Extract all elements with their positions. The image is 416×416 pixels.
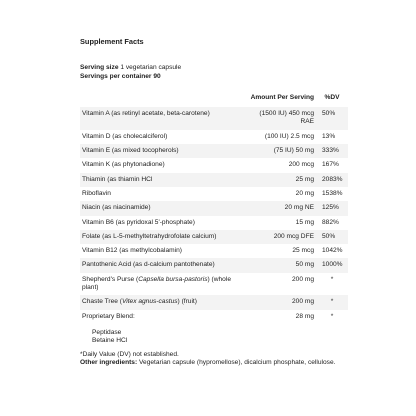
nutrient-name-pre: Chaste Tree ( <box>82 298 122 306</box>
nutrient-name: Pantothenic Acid (as d-calcium pantothenate) <box>80 258 244 272</box>
nutrient-name: Folate (as L-5-methyltetrahydrofolate calcium) <box>80 230 244 244</box>
nutrient-name <box>80 273 244 296</box>
table-row <box>80 158 348 172</box>
table-row <box>80 273 348 296</box>
header-name <box>80 90 244 107</box>
header-dv: %DV <box>324 93 340 101</box>
table-row <box>80 258 348 272</box>
nutrient-name: Vitamin K (as phytonadione) <box>82 161 165 169</box>
nutrient-dv: * <box>330 275 334 283</box>
nutrient-dv: * <box>316 295 348 309</box>
nutrient-dv: 2083% <box>316 173 348 187</box>
panel-title: Supplement Facts <box>80 37 144 46</box>
servings-per-container-line <box>80 73 348 81</box>
nutrient-name-post: ) (fruit) <box>177 298 197 306</box>
blend-components-row <box>80 324 348 347</box>
blend-item: Peptidase <box>92 328 122 336</box>
table-header-row <box>80 90 348 107</box>
nutrient-latin-name: Capsella bursa-pastoris <box>138 275 208 283</box>
dv-footnote: *Daily Value (DV) not established. <box>80 350 179 358</box>
nutrient-dv: 1538% <box>322 189 343 197</box>
serving-size-value: 1 vegetarian capsule <box>120 64 182 72</box>
nutrient-name: Niacin (as niacinamide) <box>80 201 244 215</box>
nutrient-name <box>80 295 244 309</box>
nutrient-amount: 25 mcg <box>292 247 314 255</box>
nutrient-amount: 200 mcg DFE <box>244 230 316 244</box>
nutrient-name-pre: Shepherd's Purse ( <box>82 275 139 283</box>
serving-size-label: Serving size <box>80 64 119 72</box>
nutrient-dv: 167% <box>322 161 339 169</box>
table-row <box>80 173 348 187</box>
nutrient-dv: 50% <box>316 107 348 130</box>
table-row <box>80 144 348 158</box>
table-row <box>80 130 348 144</box>
nutrient-amount: 25 mg <box>244 173 316 187</box>
servings-per-container-value: 90 <box>153 72 161 80</box>
footnotes <box>80 351 348 368</box>
nutrient-name: Vitamin B6 (as pyridoxal 5'-phosphate) <box>82 218 195 226</box>
nutrient-amount: 50 mg <box>244 258 316 272</box>
other-ingredients-label: Other ingredients: <box>80 358 138 366</box>
nutrient-dv: 50% <box>316 230 348 244</box>
nutrient-table <box>80 90 348 347</box>
serving-info <box>80 64 348 81</box>
nutrient-amount: 20 mg <box>295 189 314 197</box>
nutrient-amount: (75 IU) 50 mg <box>244 144 316 158</box>
nutrient-amount: 200 mg <box>244 295 316 309</box>
nutrient-dv: 125% <box>316 201 348 215</box>
nutrient-amount: 20 mg NE <box>244 201 316 215</box>
nutrient-name: Riboflavin <box>82 189 111 197</box>
nutrient-name: Proprietary Blend: <box>82 312 135 320</box>
table-row <box>80 295 348 309</box>
nutrient-name: Vitamin B12 (as methylcobalamin) <box>82 247 182 255</box>
table-row <box>80 216 348 230</box>
nutrient-name: Vitamin D (as cholecalciferol) <box>82 132 168 140</box>
serving-size-line <box>80 64 348 72</box>
table-row <box>80 310 348 324</box>
nutrient-dv: 333% <box>316 144 348 158</box>
supplement-facts-panel <box>80 38 348 367</box>
nutrient-name-post: ) (whole plant) <box>82 275 231 292</box>
table-row <box>80 107 348 130</box>
nutrient-name: Vitamin E (as mixed tocopherols) <box>80 144 244 158</box>
table-row <box>80 187 348 201</box>
nutrient-amount: (100 IU) 2.5 mcg <box>264 132 314 140</box>
nutrient-amount: 200 mcg <box>288 161 314 169</box>
nutrient-dv: 1042% <box>322 247 343 255</box>
nutrient-amount: 28 mg <box>295 312 314 320</box>
table-row <box>80 244 348 258</box>
nutrient-dv: * <box>330 312 334 320</box>
table-row <box>80 201 348 215</box>
servings-per-container-label: Servings per container <box>80 72 152 80</box>
nutrient-latin-name: Vitex agnus-castus <box>121 298 178 306</box>
nutrient-amount: (1500 IU) 450 mcg RAE <box>244 107 316 130</box>
nutrient-dv: 882% <box>322 218 339 226</box>
blend-item: Betaine HCl <box>92 337 128 345</box>
other-ingredients-text: Vegetarian capsule (hypromellose), dicalcium phosphate, cellulose. <box>139 358 336 366</box>
nutrient-dv: 1000% <box>316 258 348 272</box>
nutrient-name: Thiamin (as thiamin HCl <box>80 173 244 187</box>
nutrient-dv: 13% <box>322 132 336 140</box>
nutrient-amount: 15 mg <box>295 218 314 226</box>
other-ingredients <box>80 359 348 367</box>
nutrient-amount: 200 mg <box>292 275 314 283</box>
table-row <box>80 230 348 244</box>
blend-components <box>80 324 348 347</box>
nutrient-name: Vitamin A (as retinyl acetate, beta-carotene) <box>80 107 244 130</box>
header-amount: Amount Per Serving <box>250 93 314 101</box>
